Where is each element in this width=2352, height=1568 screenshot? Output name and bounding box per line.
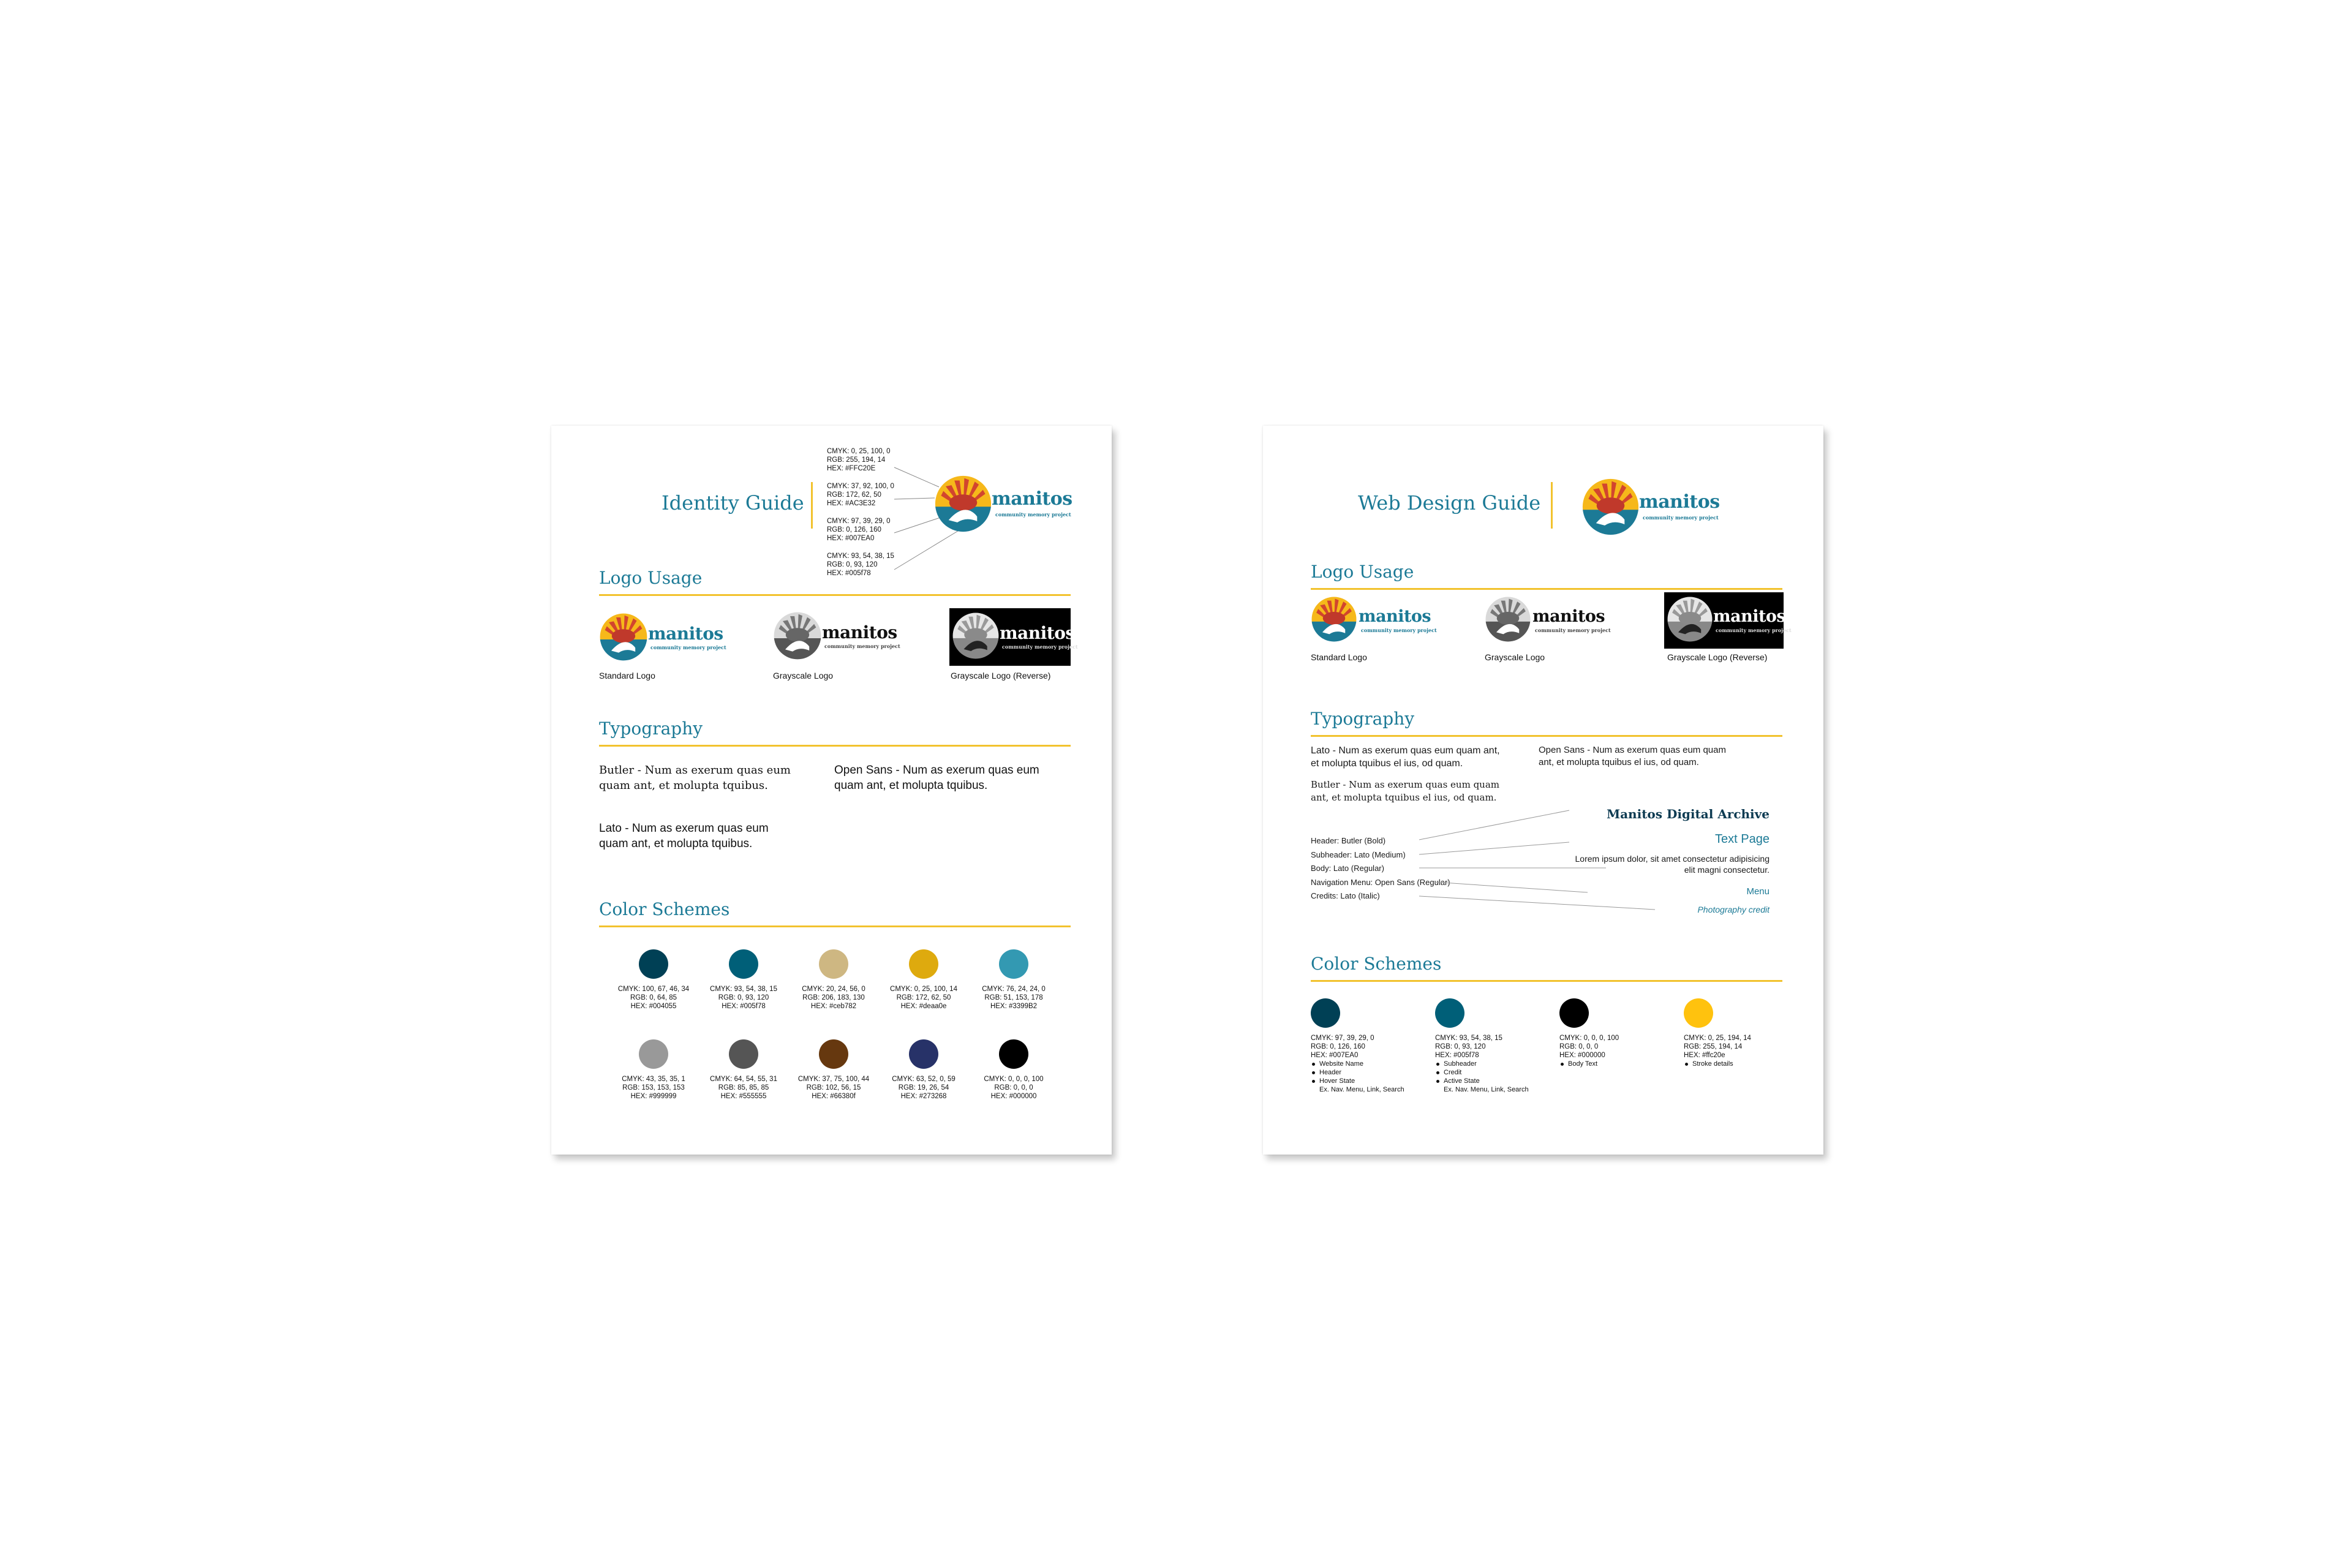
- opensans-sample: Open Sans - Num as exerum quas eum quam ant, et molupta tquibus el ius, od quam.: [1539, 745, 1726, 767]
- grayscale-reverse-logo: manitos community memory project: [1664, 592, 1784, 649]
- swatch-usage-item: Hover State: [1311, 1077, 1404, 1085]
- swatch-spec: CMYK: 0, 0, 0, 100 RGB: 0, 0, 0 HEX: #000000 Body Text: [1559, 1035, 1619, 1068]
- swatch-usage-list: [1311, 1060, 1404, 1085]
- color-swatch: [819, 1039, 848, 1069]
- swatch-usage-item: Body Text: [1559, 1060, 1619, 1068]
- swatch-spec: CMYK: 37, 75, 100, 44 RGB: 102, 56, 15 HEX: #66380f: [797, 1076, 870, 1100]
- swatch-usage-note: Ex. Nav. Menu, Link, Search: [1444, 1086, 1529, 1093]
- standard-logo: manitos community memory project: [1311, 596, 1433, 645]
- callout-yellow: CMYK: 0, 25, 100, 0 RGB: 255, 194, 14 HEX: #FFC20E: [827, 448, 891, 472]
- color-swatch: [729, 1039, 758, 1069]
- grayscale-reverse-logo: manitos community memory project: [949, 608, 1071, 666]
- swatch-usage-item: Active State: [1435, 1077, 1529, 1085]
- emblem-icon: [773, 611, 822, 660]
- standard-logo: manitos community memory project: [599, 612, 722, 662]
- body-font-label: Body: Lato (Regular): [1311, 864, 1384, 873]
- header-font-label: Header: Butler (Bold): [1311, 836, 1386, 845]
- grayscale-reverse-caption: Grayscale Logo (Reverse): [951, 671, 1051, 680]
- swatch-spec: CMYK: 43, 35, 35, 1 RGB: 153, 153, 153 HEX: #999999: [622, 1076, 685, 1100]
- callout-blue: CMYK: 97, 39, 29, 0 RGB: 0, 126, 160 HEX: #007EA0: [827, 518, 891, 542]
- body-example: Lorem ipsum dolor, sit amet consectetur adipisicing elit magni consectetur.: [1575, 854, 1770, 875]
- color-swatch: [729, 949, 758, 979]
- header-logo: manitos community memory project: [934, 475, 1075, 536]
- color-swatch: [639, 1039, 668, 1069]
- grayscale-reverse-caption: Grayscale Logo (Reverse): [1667, 652, 1768, 662]
- emblem-icon: [599, 612, 648, 662]
- page-title: Identity Guide: [662, 491, 804, 514]
- swatch-usage-item: Subheader: [1435, 1060, 1529, 1068]
- subheader-font-label: Subheader: Lato (Medium): [1311, 850, 1406, 859]
- swatch-spec: CMYK: 93, 54, 38, 15 RGB: 0, 93, 120 HEX: #005f78: [710, 986, 777, 1010]
- color-swatch: [1684, 998, 1713, 1028]
- typography-heading: Typography: [1311, 709, 1415, 729]
- swatch-spec: CMYK: 100, 67, 46, 34 RGB: 0, 64, 85 HEX: #004055: [617, 986, 690, 1010]
- opensans-sample: Open Sans - Num as exerum quas eum quam ant, et molupta tquibus.: [834, 764, 1039, 792]
- grayscale-logo: manitos community memory project: [1485, 596, 1607, 645]
- color-swatch: [1311, 998, 1340, 1028]
- color-schemes-heading: Color Schemes: [599, 899, 730, 919]
- standard-logo-caption: Standard Logo: [599, 671, 655, 680]
- color-swatch: [909, 949, 938, 979]
- typography-heading: Typography: [599, 718, 703, 739]
- emblem-icon: [952, 612, 1000, 660]
- credits-font-label: Credits: Lato (Italic): [1311, 891, 1380, 900]
- color-schemes-heading: Color Schemes: [1311, 954, 1442, 974]
- swatch-spec: CMYK: 20, 24, 56, 0 RGB: 206, 183, 130 HEX: #ceb782: [802, 986, 865, 1010]
- callout-red: CMYK: 37, 92, 100, 0 RGB: 172, 62, 50 HEX: #AC3E32: [827, 483, 894, 507]
- color-swatch: [999, 1039, 1028, 1069]
- header-logo: manitos community memory project: [1581, 478, 1728, 539]
- web-design-guide-page: [1263, 426, 1823, 1155]
- section-rule: [599, 745, 1071, 747]
- menu-example[interactable]: Menu: [1746, 886, 1770, 897]
- swatch-usage-list: [1684, 1060, 1751, 1068]
- swatch-spec: CMYK: 97, 39, 29, 0 RGB: 0, 126, 160 HEX: #007EA0 Website Name Header Hover State Ex. Nav. Menu, Link, Search: [1311, 1035, 1404, 1093]
- swatch-usage-item: Header: [1311, 1068, 1404, 1077]
- swatch-spec: CMYK: 64, 54, 55, 31 RGB: 85, 85, 85 HEX: #555555: [710, 1076, 777, 1100]
- logo-usage-heading: Logo Usage: [599, 568, 703, 588]
- swatch-spec: CMYK: 0, 0, 0, 100 RGB: 0, 0, 0 HEX: #000000: [984, 1076, 1044, 1100]
- section-rule: [599, 594, 1071, 596]
- butler-sample: Butler - Num as exerum quas eum quam ant, et molupta tquibus el ius, od quam.: [1311, 779, 1500, 803]
- page-title: Web Design Guide: [1358, 491, 1541, 514]
- color-swatch: [1559, 998, 1589, 1028]
- lato-sample: Lato - Num as exerum quas eum quam ant, et molupta tquibus.: [599, 822, 769, 850]
- swatch-usage-item: Credit: [1435, 1068, 1529, 1077]
- color-swatch: [999, 949, 1028, 979]
- grayscale-logo-caption: Grayscale Logo: [773, 671, 834, 680]
- swatch-spec: CMYK: 93, 54, 38, 15 RGB: 0, 93, 120 HEX: #005f78 Subheader Credit Active State Ex. Nav. Menu, Link, Search: [1435, 1035, 1529, 1093]
- nav-font-label: Navigation Menu: Open Sans (Regular): [1311, 877, 1450, 887]
- section-rule: [1311, 980, 1782, 982]
- swatch-usage-item: Stroke details: [1684, 1060, 1751, 1068]
- swatch-spec: CMYK: 0, 25, 100, 14 RGB: 172, 62, 50 HEX: #deaa0e: [890, 986, 957, 1010]
- credit-example: Photography credit: [1697, 905, 1770, 914]
- color-swatch: [819, 949, 848, 979]
- swatch-usage-list: [1435, 1060, 1529, 1085]
- color-swatch: [909, 1039, 938, 1069]
- color-swatch: [1435, 998, 1464, 1028]
- subheader-example: Text Page: [1715, 832, 1770, 846]
- swatch-usage-note: Ex. Nav. Menu, Link, Search: [1319, 1086, 1404, 1093]
- section-rule: [599, 925, 1071, 927]
- standard-logo-caption: Standard Logo: [1311, 652, 1367, 662]
- swatch-spec: CMYK: 0, 25, 194, 14 RGB: 255, 194, 14 HEX: #ffc20e Stroke details: [1684, 1035, 1751, 1068]
- grayscale-logo-caption: Grayscale Logo: [1485, 652, 1545, 662]
- swatch-usage-item: Website Name: [1311, 1060, 1404, 1068]
- grayscale-logo: manitos community memory project: [773, 611, 895, 660]
- callout-dark-blue: CMYK: 93, 54, 38, 15 RGB: 0, 93, 120 HEX: #005f78: [827, 552, 894, 577]
- logo-usage-heading: Logo Usage: [1311, 562, 1414, 582]
- color-swatch: [639, 949, 668, 979]
- emblem-icon: [934, 475, 992, 533]
- butler-sample: Butler - Num as exerum quas eum quam ant, et molupta tquibus.: [599, 764, 791, 792]
- swatch-spec: CMYK: 63, 52, 0, 59 RGB: 19, 26, 54 HEX: #273268: [892, 1076, 956, 1100]
- swatch-spec: CMYK: 76, 24, 24, 0 RGB: 51, 153, 178 HEX: #3399B2: [982, 986, 1046, 1010]
- lato-sample: Lato - Num as exerum quas eum quam ant, et molupta tquibus el ius, od quam.: [1311, 745, 1500, 769]
- identity-guide-page: [551, 426, 1112, 1155]
- swatch-usage-list: [1559, 1060, 1619, 1068]
- header-example: Manitos Digital Archive: [1606, 807, 1770, 821]
